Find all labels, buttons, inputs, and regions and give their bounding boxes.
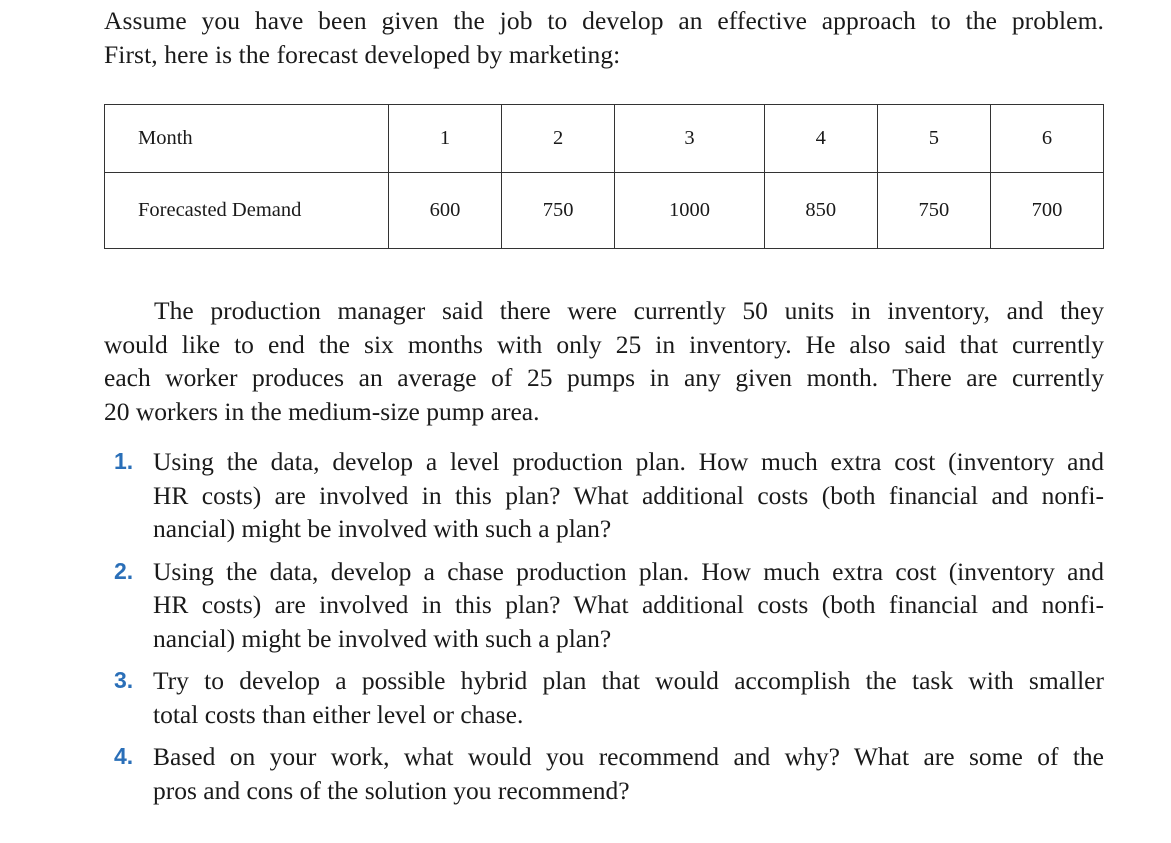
question-number: 3.	[114, 667, 134, 693]
intro-line-1: Assume you have been given the job to develop an effective approach to the problem.	[104, 6, 1104, 35]
question-line: Using the data, develop a chase production plan. How much extra cost (inventory and	[153, 556, 1104, 586]
question-line: pros and cons of the solution you recommend?	[153, 775, 630, 805]
table-row-demand	[105, 173, 1104, 249]
question-line: HR costs) are involved in this plan? What additional costs (both financial and nonfi-	[153, 590, 1104, 619]
demand-cell: 600	[389, 173, 502, 249]
month-cell: 3	[615, 105, 765, 173]
month-cell: 5	[877, 105, 990, 173]
paragraph-line: The production manager said there were currently 50 units in inventory, and they	[154, 296, 1104, 325]
month-cell: 2	[502, 105, 615, 173]
question-number: 4.	[114, 743, 134, 769]
row-label-forecasted-demand: Forecasted Demand	[105, 173, 389, 249]
demand-cell: 750	[502, 173, 615, 249]
intro-text	[104, 4, 1104, 72]
demand-cell: 700	[990, 173, 1103, 249]
row-label-month: Month	[105, 105, 389, 173]
question-line: total costs than either level or chase.	[153, 699, 524, 729]
month-cell: 6	[990, 105, 1103, 173]
question-number: 1.	[114, 448, 134, 474]
question-line: Using the data, develop a level production plan. How much extra cost (inventory and	[153, 447, 1104, 476]
question-number: 2.	[114, 557, 134, 584]
question-line: nancial) might be involved with such a plan?	[153, 623, 612, 653]
month-cell: 1	[389, 105, 502, 173]
question-line: Try to develop a possible hybrid plan that would accomplish the task with smaller	[153, 666, 1104, 695]
question-item-4	[104, 740, 1104, 807]
paragraph-line: each worker produces an average of 25 pumps in any given month. There are currently	[104, 363, 1104, 392]
demand-cell: 1000	[615, 173, 765, 249]
paragraph-line: 20 workers in the medium-size pump area.	[104, 396, 540, 426]
question-line: nancial) might be involved with such a plan?	[153, 514, 612, 543]
demand-cell: 750	[877, 173, 990, 249]
question-list	[104, 445, 1104, 816]
question-line: HR costs) are involved in this plan? What additional costs (both financial and nonfi-	[153, 480, 1104, 510]
document-page	[104, 4, 1104, 805]
month-cell: 4	[764, 105, 877, 173]
table-row-month	[105, 105, 1104, 173]
intro-line-2: First, here is the forecast developed by marketing:	[104, 40, 621, 69]
question-item-1	[104, 445, 1104, 546]
paragraph-line: would like to end the six months with only 25 in inventory. He also said that currently	[104, 329, 1104, 359]
forecast-table	[104, 104, 1104, 249]
production-manager-paragraph	[104, 294, 1104, 428]
demand-cell: 850	[764, 173, 877, 249]
question-item-2	[104, 555, 1104, 656]
question-line: Based on your work, what would you recommend and why? What are some of the	[153, 742, 1104, 771]
question-item-3	[104, 664, 1104, 731]
